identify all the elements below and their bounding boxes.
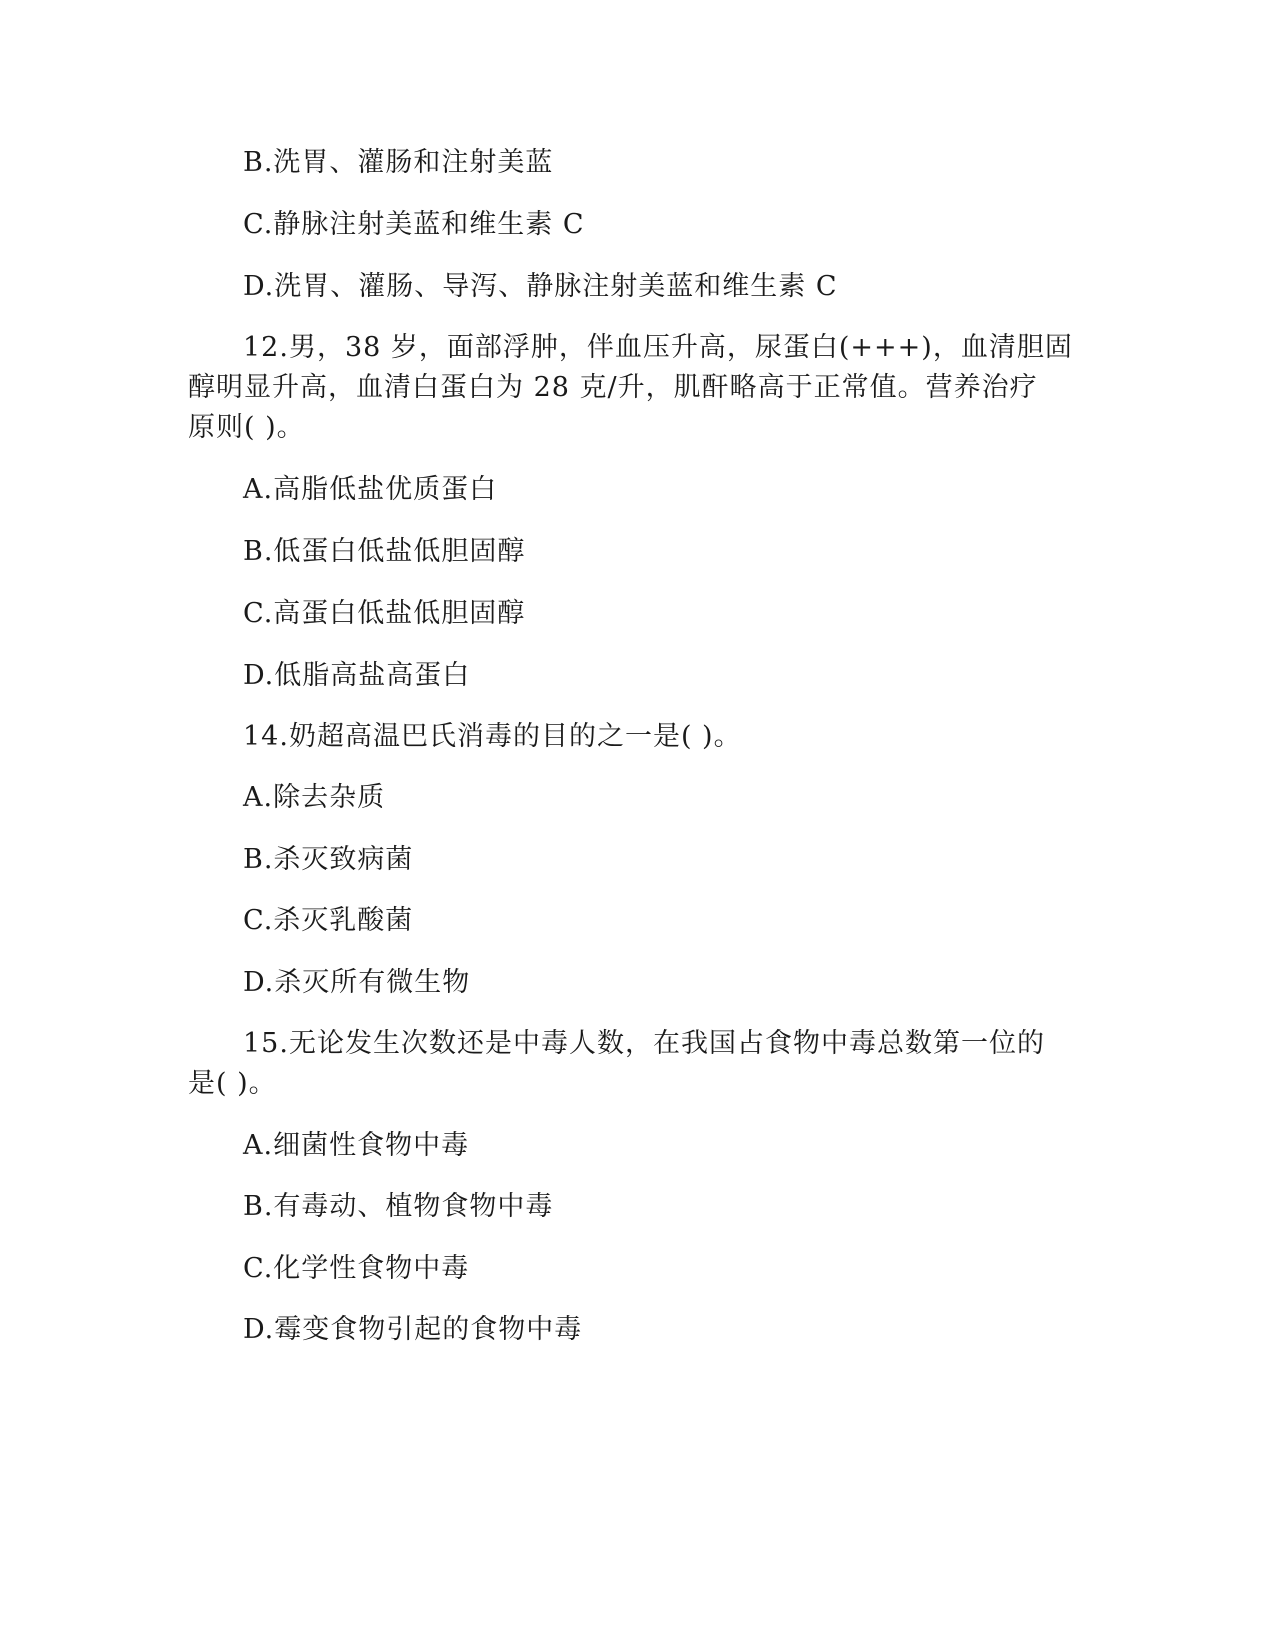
question-12-option-b: B.低蛋白低盐低胆固醇 — [243, 536, 526, 567]
question-12-option-a: A.高脂低盐优质蛋白 — [243, 474, 498, 505]
question-15-stem-line-2: 是( )。 — [188, 1068, 277, 1099]
option-d-prev: D.洗胃、灌肠、导泻、静脉注射美蓝和维生素 C — [243, 271, 838, 302]
question-14-stem: 14.奶超高温巴氏消毒的目的之一是( )。 — [243, 721, 742, 752]
question-12-option-c: C.高蛋白低盐低胆固醇 — [243, 598, 526, 629]
question-14-option-a: A.除去杂质 — [243, 782, 386, 813]
question-12-stem-line-3: 原则( )。 — [188, 412, 305, 443]
question-15-option-b: B.有毒动、植物食物中毒 — [243, 1191, 554, 1222]
question-15-option-a: A.细菌性食物中毒 — [243, 1130, 470, 1161]
option-b-prev: B.洗胃、灌肠和注射美蓝 — [243, 147, 554, 178]
question-15-option-c: C.化学性食物中毒 — [243, 1253, 470, 1284]
question-12-stem-line-1: 12.男，38 岁，面部浮肿，伴血压升高，尿蛋白(+++)，血清胆固 — [243, 332, 1073, 363]
question-14-option-d: D.杀灭所有微生物 — [243, 967, 471, 998]
option-c-prev: C.静脉注射美蓝和维生素 C — [243, 209, 585, 240]
question-12-option-d: D.低脂高盐高蛋白 — [243, 660, 471, 691]
question-14-option-c: C.杀灭乳酸菌 — [243, 905, 414, 936]
question-14-option-b: B.杀灭致病菌 — [243, 844, 414, 875]
question-15-stem-line-1: 15.无论发生次数还是中毒人数，在我国占食物中毒总数第一位的 — [243, 1028, 1045, 1059]
question-12-stem-line-2: 醇明显升高，血清白蛋白为 28 克/升，肌酐略高于正常值。营养治疗 — [188, 372, 1038, 403]
question-15-option-d: D.霉变食物引起的食物中毒 — [243, 1314, 583, 1345]
